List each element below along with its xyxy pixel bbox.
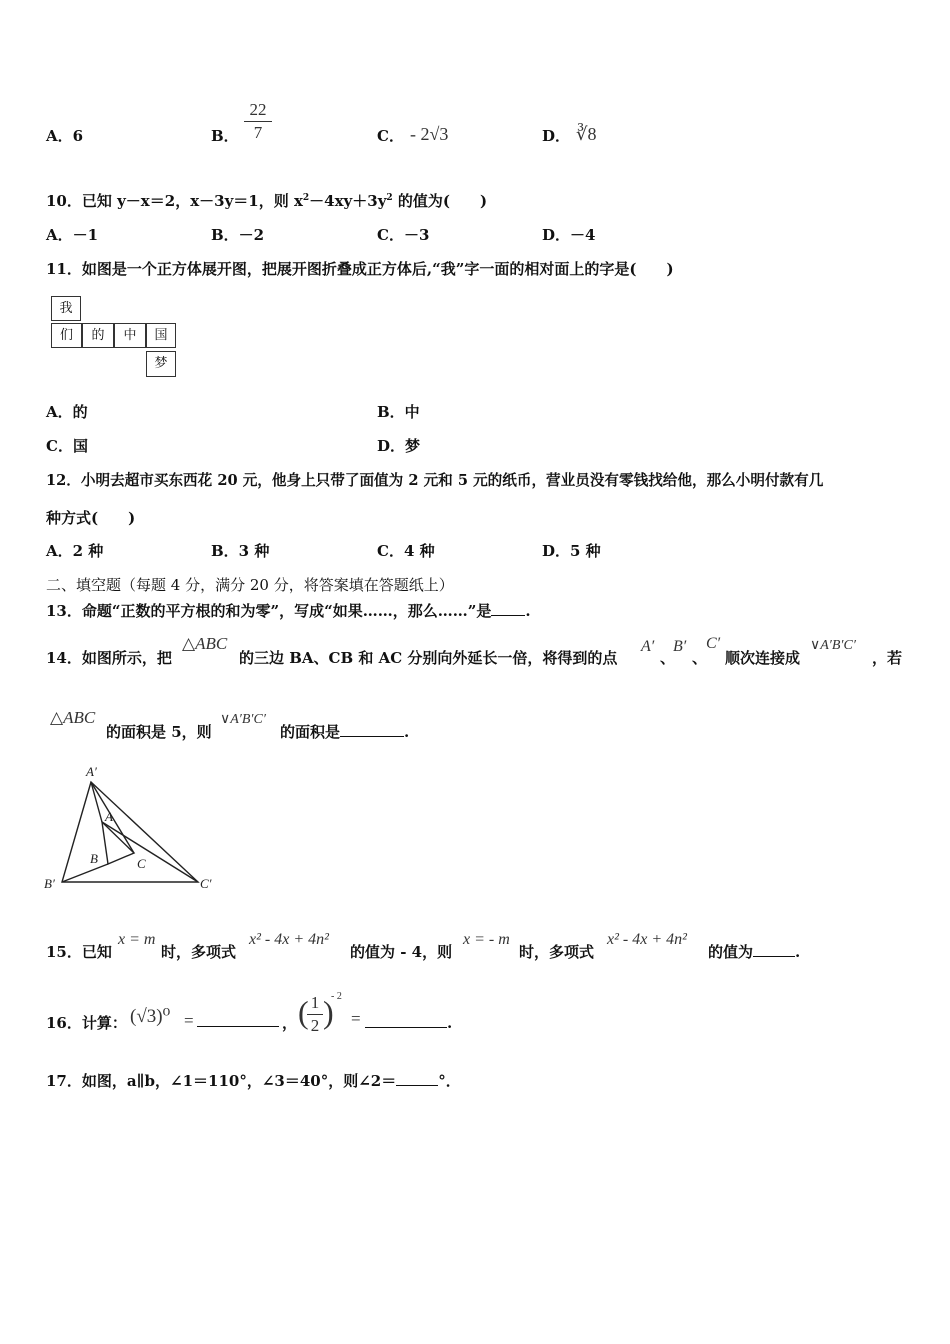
q15-p2: 时，多项式 <box>161 943 237 961</box>
q14-part5: 的面积是 5，则 <box>106 723 212 741</box>
q9-option-b-fraction <box>244 100 272 143</box>
q16-fraction <box>307 993 323 1036</box>
q15-cond1: x = m <box>118 931 156 948</box>
q11-option-b: B．中 <box>377 403 420 421</box>
q17-answer-blank <box>396 1071 438 1086</box>
label-b-prime: B′ <box>44 876 55 891</box>
q15-answer-line <box>708 942 800 962</box>
cube-cell-wo: 我 <box>51 296 81 321</box>
q14-part2: 的三边 BA、CB 和 AC 分别向外延长一倍，将得到的点 <box>239 649 618 667</box>
q14-triangle-figure <box>40 760 230 895</box>
q15-poly2: x² - 4x + 4n² <box>607 931 687 948</box>
q10-exp-1: 2 <box>302 193 310 203</box>
q16-sep: ， <box>282 1014 298 1032</box>
q17-end: °． <box>438 1072 461 1090</box>
q11-option-d: D．梦 <box>377 437 421 455</box>
triangle-inner <box>102 822 134 864</box>
q16-open-paren: ( <box>298 994 309 1030</box>
q17-text: 17．如图，a∥b，∠1＝110°，∠3＝40°，则∠2＝ <box>46 1072 397 1090</box>
q11-option-c: C．国 <box>46 437 88 455</box>
q12-option-b: B．3 种 <box>211 542 270 560</box>
q14-answer-blank <box>340 722 404 737</box>
q14-b-prime: B′ <box>673 638 687 655</box>
q14-part1: 14．如图所示，把 <box>46 649 172 667</box>
q15-end: . <box>795 943 801 961</box>
q10-exp-2: 2 <box>386 193 393 203</box>
q9-b-numerator: 22 <box>249 100 267 119</box>
q15-poly: x² - 4x + 4n² <box>249 931 329 948</box>
q12-option-d: D．5 种 <box>542 542 601 560</box>
q14-abc-2: △ABC <box>50 708 96 727</box>
cube-cell-guo: 国 <box>146 323 176 348</box>
q14-tri-prime-2: ∨A′B′C′ <box>220 712 266 727</box>
segment-b-bp <box>62 864 108 882</box>
q16-exp2: - 2 <box>331 991 342 1002</box>
q9-option-c-expr: - 2√3 <box>410 124 449 144</box>
q16-answer-line-2 <box>365 1013 452 1033</box>
label-c-prime: C′ <box>200 876 212 891</box>
q13-end: . <box>525 602 531 620</box>
q16-answer-blank-1 <box>197 1012 279 1027</box>
q14-part3: 顺次连接成 <box>725 649 801 667</box>
q17-stem <box>46 1071 461 1091</box>
q14-end: . <box>404 723 410 741</box>
q11-option-a: A．的 <box>46 403 88 421</box>
cube-cell-de: 的 <box>82 323 114 348</box>
q12-stem-line1: 12．小明去超市买东西花 20 元，他身上只带了面值为 2 元和 5 元的纸币，营业员没有零钱找给他，那么小明付款有几 <box>46 472 824 489</box>
q16-eq2: = <box>351 1009 361 1028</box>
q10-stem-mid: －4xy＋3y <box>309 192 387 210</box>
q9-option-d-label: D． <box>542 127 571 145</box>
q10-option-a: A．－1 <box>46 226 99 244</box>
section-2-heading: 二、填空题（每题 4 分，满分 20 分，将答案填在答题纸上） <box>46 576 454 594</box>
label-b: B <box>90 851 98 866</box>
q14-part6: 的面积是 <box>280 723 341 741</box>
cube-cell-zhong: 中 <box>114 323 146 348</box>
q13-stem <box>46 601 531 621</box>
q14-part4: ，若 <box>872 649 903 667</box>
q10-stem <box>46 188 487 211</box>
q13-answer-blank <box>491 601 525 616</box>
q14-abc: △ABC <box>182 634 228 653</box>
segment-a-cp <box>102 822 198 882</box>
q9-option-a: A．6 <box>46 127 84 145</box>
label-a: A <box>105 809 113 824</box>
q16-end: . <box>447 1014 453 1032</box>
q15-p1: 15．已知 <box>46 943 112 961</box>
q10-option-c: C．－3 <box>377 226 430 244</box>
q9-b-denominator: 7 <box>253 123 263 142</box>
q14-sep2: 、 <box>692 649 708 667</box>
q15-p3: 的值为 - 4，则 <box>350 943 453 961</box>
q16-close-paren: ) <box>323 994 334 1030</box>
triangle-outer <box>62 782 198 882</box>
q15-p5: 的值为 <box>708 943 754 961</box>
label-c: C <box>137 856 146 871</box>
cube-cell-men: 们 <box>51 323 82 348</box>
label-a-prime: A′ <box>86 764 97 779</box>
q14-answer-line <box>280 722 409 742</box>
cube-cell-meng: 梦 <box>146 351 176 377</box>
q14-c-prime: C′ <box>706 635 721 652</box>
q13-text: 13．命题“正数的平方根的和为零”，写成“如果……，那么……”是 <box>46 602 492 620</box>
q16-frac-den: 2 <box>310 1016 320 1035</box>
q14-sep1: 、 <box>660 649 676 667</box>
q9-option-b-label: B． <box>211 127 239 145</box>
q11-stem: 11．如图是一个正方体展开图，把展开图折叠成正方体后,“我”字一面的相对面上的字是( ) <box>46 260 674 278</box>
q16-eq1: = <box>184 1011 194 1030</box>
q9-option-c-label: C． <box>377 127 404 145</box>
q10-option-d: D．－4 <box>542 226 596 244</box>
q16-p1: 16．计算： <box>46 1014 127 1032</box>
q15-p4: 时，多项式 <box>519 943 595 961</box>
q14-a-prime: A′ <box>641 638 655 655</box>
q15-answer-blank <box>753 942 795 957</box>
q15-cond2: x = - m <box>463 931 510 948</box>
q16-answer-blank-2 <box>365 1013 447 1028</box>
q12-option-a: A．2 种 <box>46 542 104 560</box>
q14-tri-prime: ∨A′B′C′ <box>810 638 856 653</box>
q10-stem-suffix: 的值为( ) <box>392 192 488 210</box>
q16-frac-num: 1 <box>310 993 320 1012</box>
q10-option-b: B．－2 <box>211 226 265 244</box>
q9-option-d-expr: ∛8 <box>576 124 597 144</box>
q10-stem-prefix: 10．已知 y－x＝2，x－3y＝1，则 x <box>46 192 303 210</box>
q12-stem-line2: 种方式( ) <box>46 509 136 527</box>
q12-option-c: C．4 种 <box>377 542 435 560</box>
q16-expr1: (√3)⁰ <box>130 1006 171 1027</box>
